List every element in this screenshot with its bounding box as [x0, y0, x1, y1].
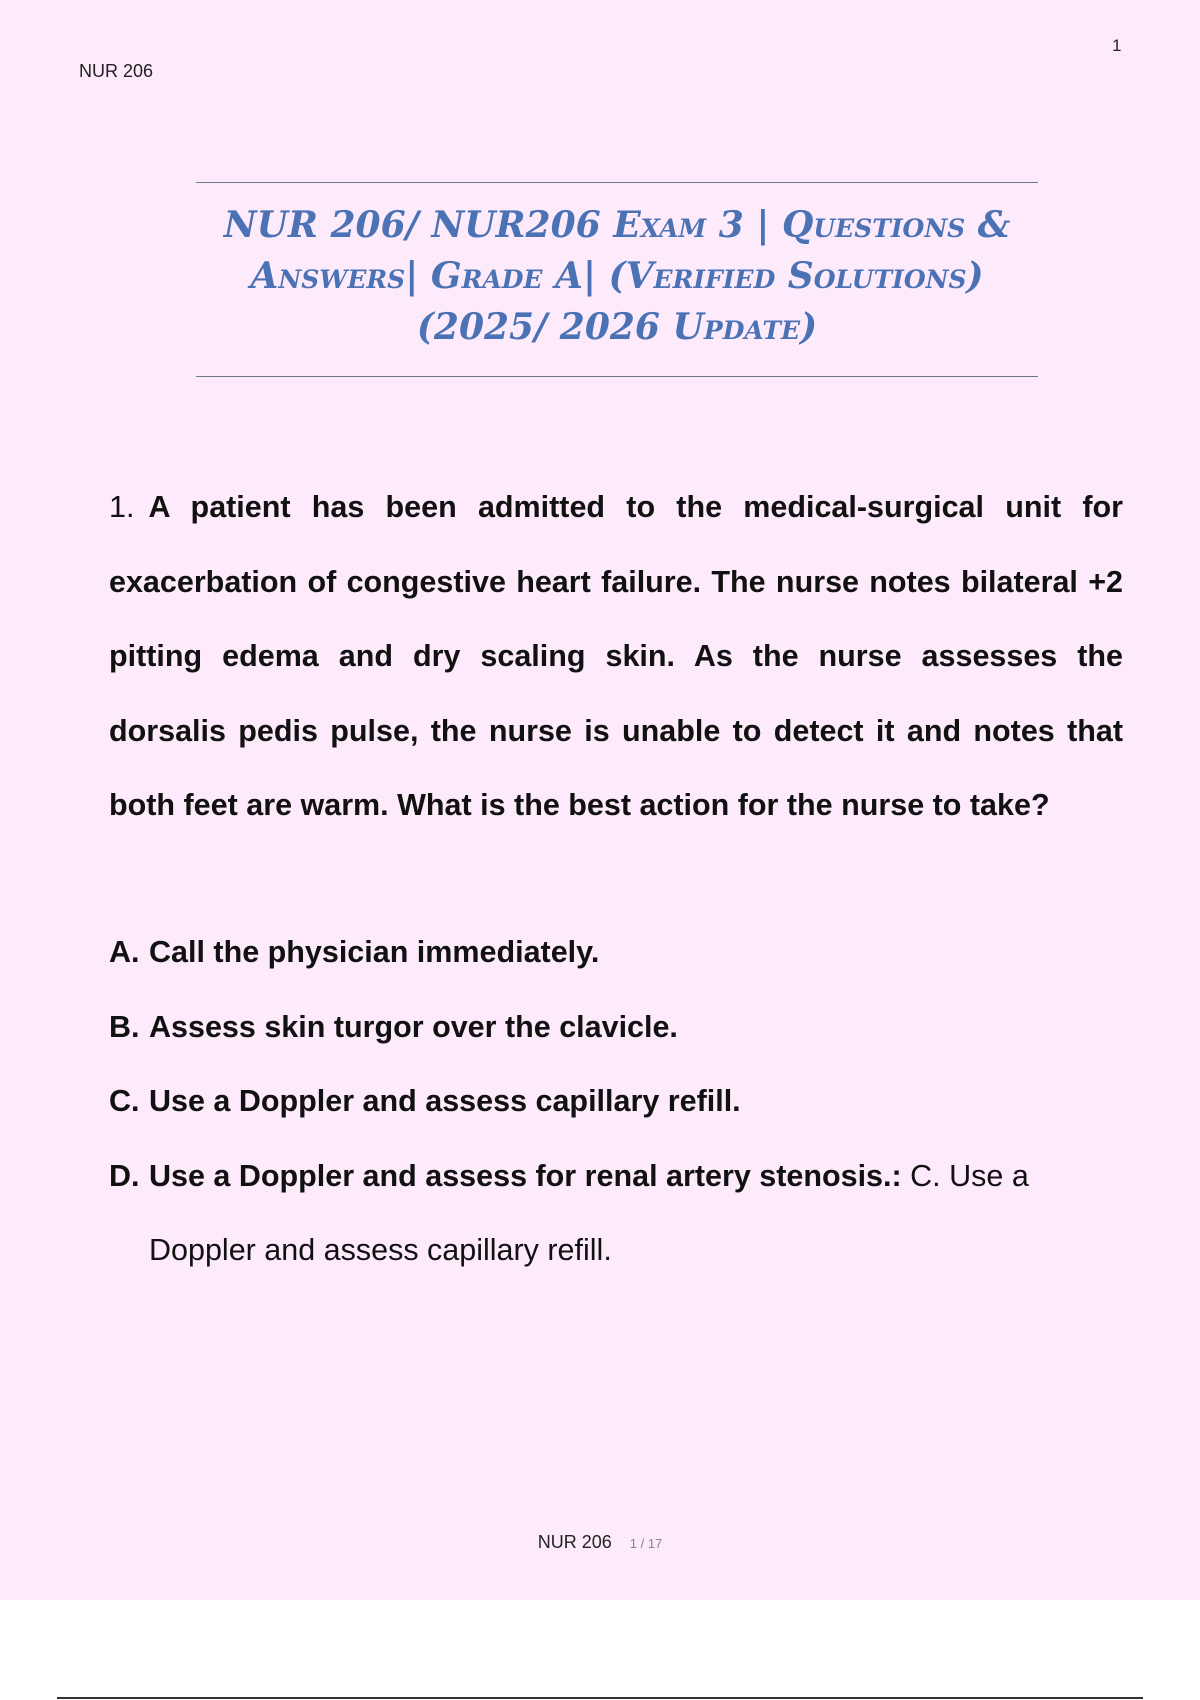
answer-inline: C. Use a [910, 1159, 1029, 1193]
option-b [109, 990, 1123, 1065]
option-text: Use a Doppler and assess for renal artery stenosis.: [149, 1159, 902, 1193]
footer-page-count: 1 / 17 [629, 1536, 663, 1551]
option-letter: D. [109, 1159, 140, 1193]
header-course-label: NUR 206 [79, 61, 154, 81]
page-footer [0, 1532, 1200, 1553]
option-letter: B. [109, 1010, 140, 1044]
viewer-bottom-rule [57, 1697, 1143, 1699]
footer-course-label: NUR 206 [537, 1532, 612, 1552]
title-line-2: Answers| Grade A| (Verified Solutions) [250, 255, 984, 297]
option-a [109, 915, 1123, 990]
option-letter: A. [109, 935, 140, 969]
option-d [109, 1139, 1123, 1214]
page-number: 1 [1112, 36, 1122, 55]
title-line-3: (2025/ 2026 Update) [416, 306, 818, 348]
title-line-1: NUR 206/ NUR206 Exam 3 | Questions & [223, 204, 1011, 246]
title-top-rule [196, 182, 1038, 183]
title-bottom-rule [196, 376, 1038, 377]
question-text: A patient has been admitted to the medical-surgical unit for exacerbation of congestive heart failure. The nurse notes bilateral +2 pitting edema and dry scaling skin. As the nurse assesses the dorsalis pedis pulse, the nurse is unable to detect it and notes that both feet are warm. What is the best action for the nurse to take? [109, 490, 1123, 822]
option-text: Use a Doppler and assess capillary refill. [149, 1084, 741, 1118]
option-text: Assess skin turgor over the clavicle. [149, 1010, 678, 1044]
answer-continued: Doppler and assess capillary refill. [149, 1233, 612, 1267]
question-number: 1. [109, 490, 135, 524]
option-letter: C. [109, 1084, 140, 1118]
option-text: Call the physician immediately. [149, 935, 600, 969]
document-title [196, 200, 1038, 353]
question-1 [109, 470, 1123, 843]
option-c [109, 1064, 1123, 1139]
